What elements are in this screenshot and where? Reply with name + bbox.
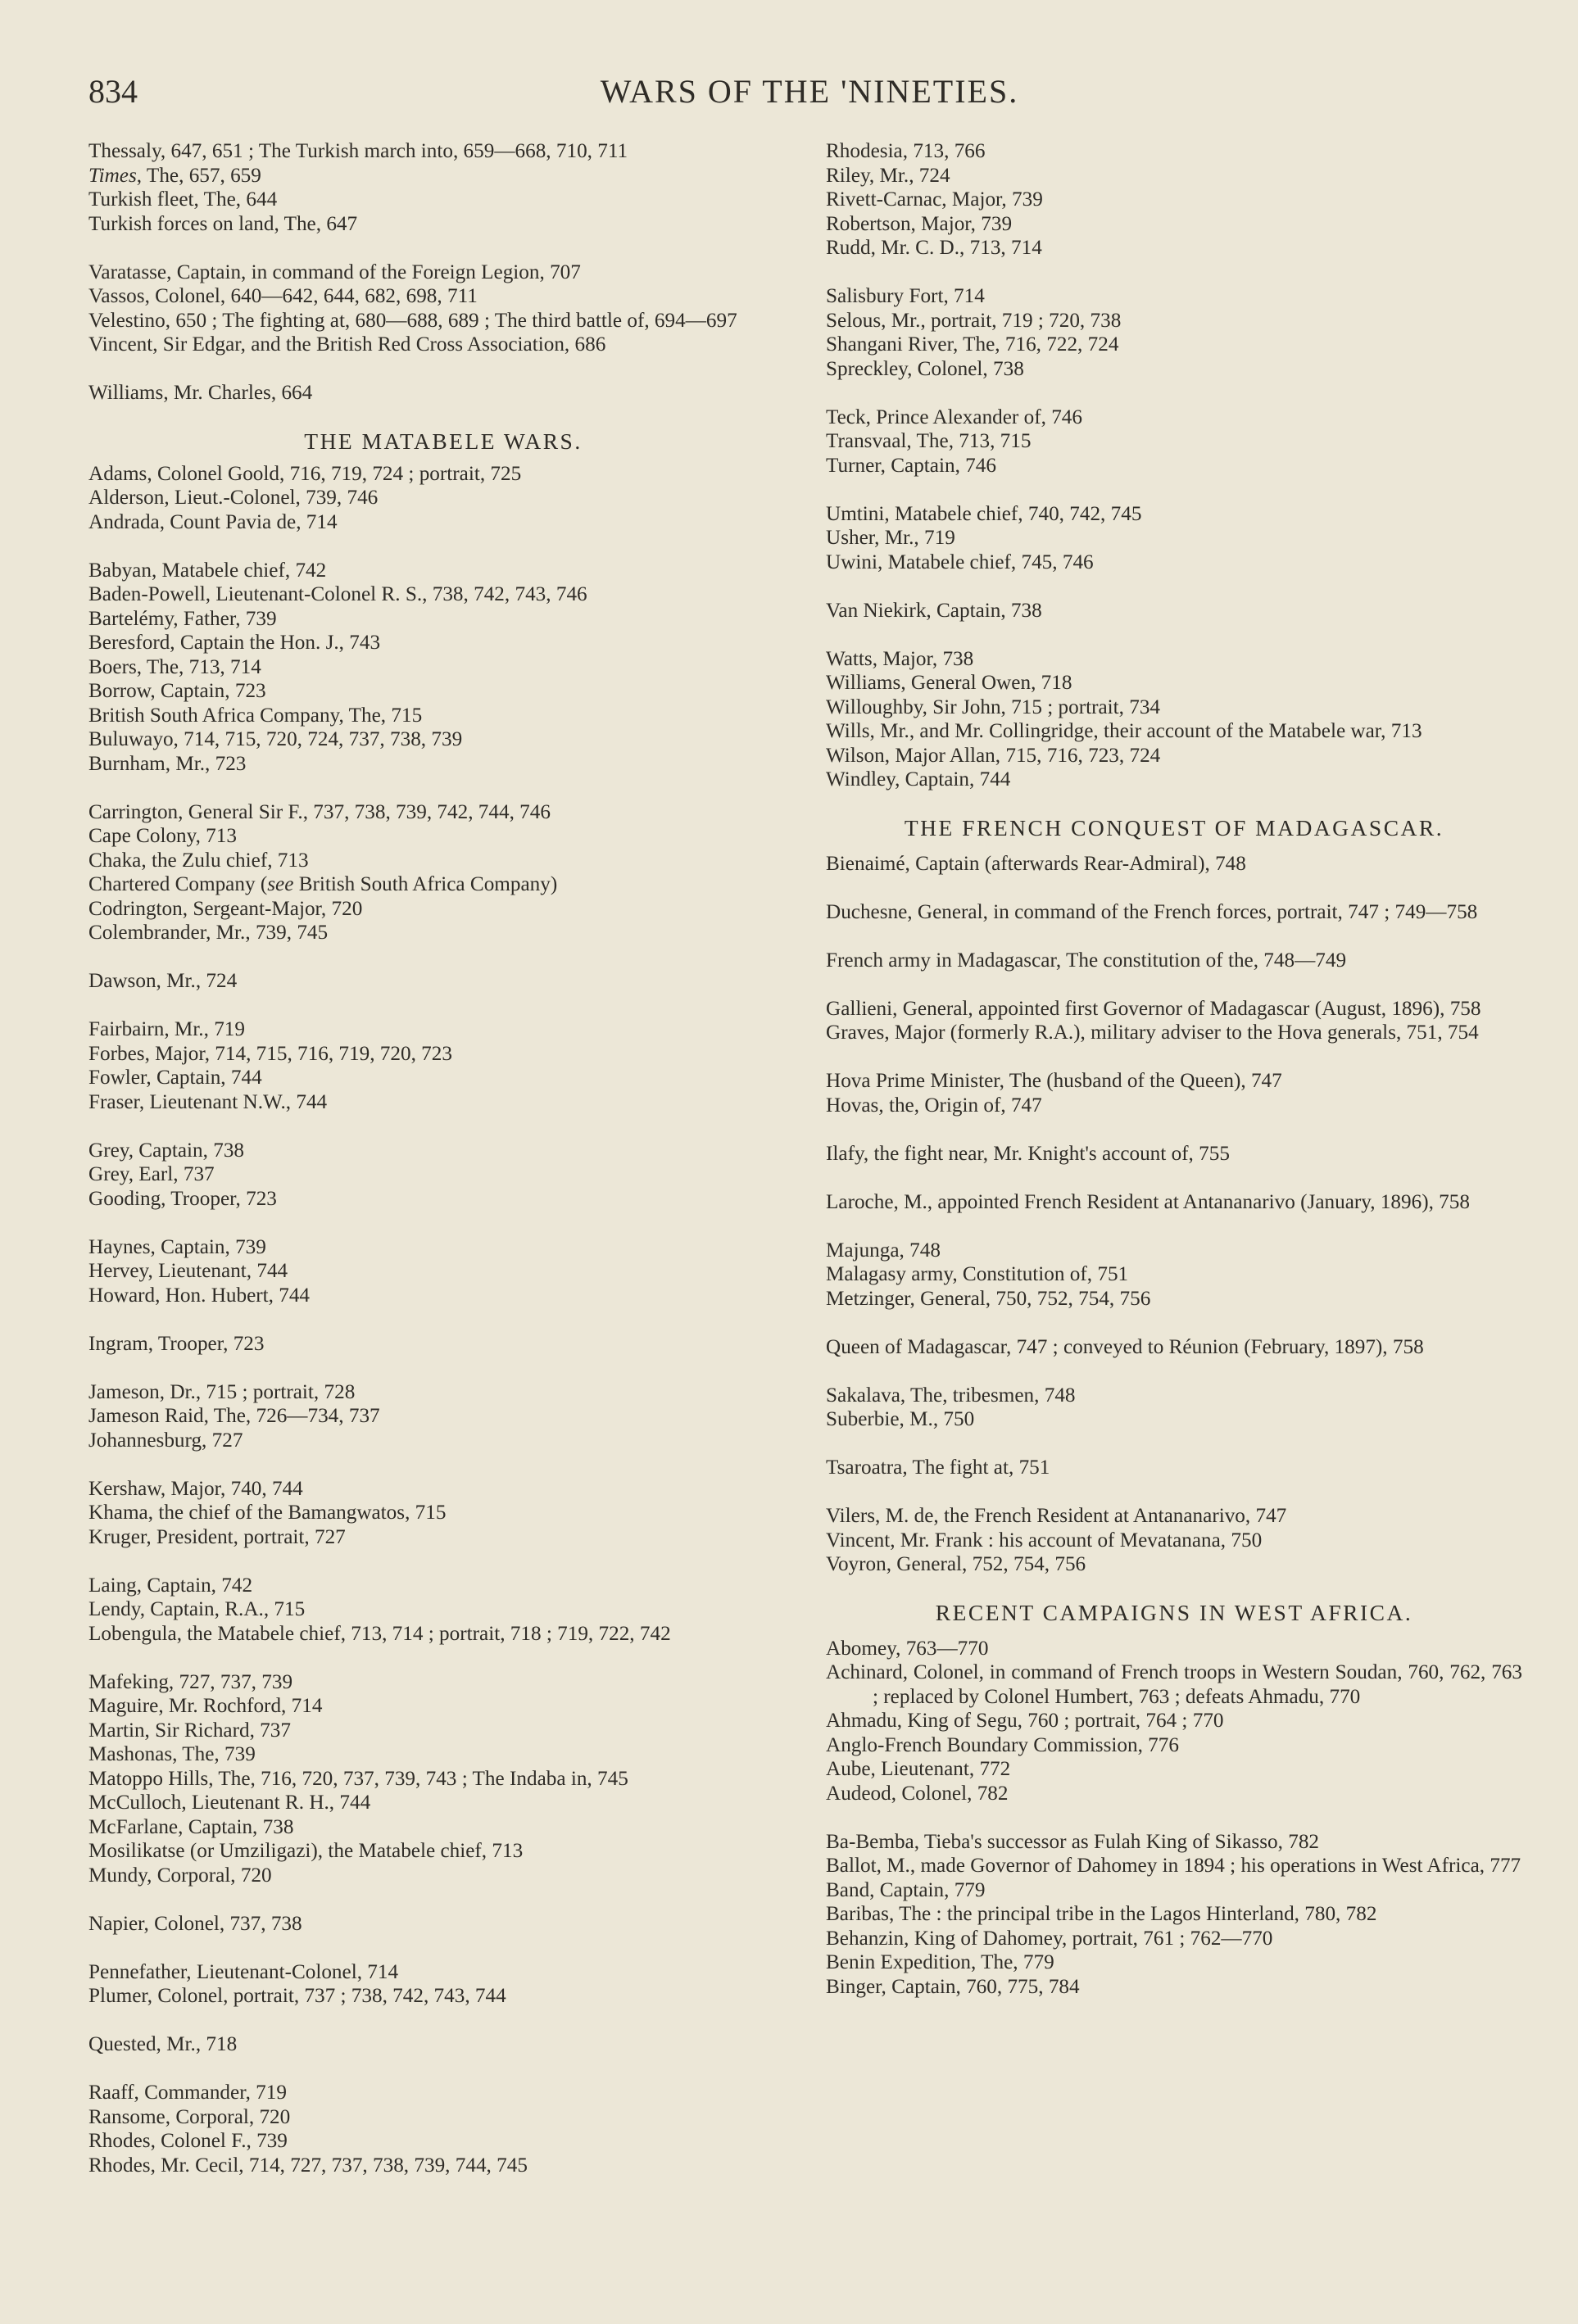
index-entry: Hovas, the, Origin of, 747	[826, 1094, 1042, 1117]
index-entry: Chaka, the Zulu chief, 713	[88, 849, 309, 872]
index-letter-group	[88, 1477, 798, 1550]
index-entry: Plumer, Colonel, portrait, 737 ; 738, 742, 743, 744	[88, 1985, 506, 2007]
index-entry: Fraser, Lieutenant N.W., 744	[88, 1090, 328, 1113]
index-entry: Voyron, General, 752, 754, 756	[826, 1553, 1086, 1575]
index-entry: Johannesburg, 727	[88, 1429, 243, 1452]
index-letter-group	[88, 2081, 798, 2177]
index-entry: Mashonas, The, 739	[88, 1743, 256, 1765]
index-entry: Riley, Mr., 724	[826, 164, 950, 187]
index-entry: Mundy, Corporal, 720	[88, 1864, 272, 1887]
index-entry: Andrada, Count Pavia de, 714	[88, 510, 338, 533]
index-letter-group	[88, 1912, 798, 1937]
index-letter-group	[88, 800, 798, 945]
index-letter-group	[826, 139, 1522, 260]
index-entry: Queen of Madagascar, 747 ; conveyed to Réunion (February, 1897), 758	[826, 1335, 1424, 1358]
index-entry: Metzinger, General, 750, 752, 754, 756	[826, 1287, 1151, 1310]
index-letter-group	[88, 1332, 798, 1357]
index-entry: Gallieni, General, appointed first Governor of Madagascar (August, 1896), 758	[826, 997, 1481, 1020]
index-entry: Varatasse, Captain, in command of the Foreign Legion, 707	[88, 260, 581, 283]
index-entry: Watts, Major, 738	[826, 647, 974, 670]
index-entry: Rhodes, Colonel F., 739	[88, 2130, 288, 2152]
index-letter-group	[88, 260, 798, 357]
index-entry: Sakalava, The, tribesmen, 748	[826, 1384, 1076, 1407]
index-entry: Maguire, Mr. Rochford, 714	[88, 1695, 323, 1717]
index-letter-group	[88, 1960, 798, 2009]
index-letter-group	[88, 381, 798, 405]
index-entry: Turkish fleet, The, 644	[88, 188, 278, 211]
index-entry: Tsaroatra, The fight at, 751	[826, 1456, 1050, 1479]
index-entry: Lobengula, the Matabele chief, 713, 714 ; portrait, 718 ; 719, 722, 742	[88, 1622, 671, 1645]
index-letter-group	[826, 1384, 1522, 1432]
index-letter-group	[826, 502, 1522, 575]
index-entry: Vilers, M. de, the French Resident at Antananarivo, 747	[826, 1505, 1287, 1527]
index-entry: McCulloch, Lieutenant R. H., 744	[88, 1792, 371, 1814]
index-entry: Fowler, Captain, 744	[88, 1067, 262, 1089]
index-entry: Forbes, Major, 714, 715, 716, 719, 720, 723	[88, 1042, 452, 1065]
index-entry: Mosilikatse (or Umziligazi), the Matabele chief, 713	[88, 1840, 524, 1862]
index-entry: Ahmadu, King of Segu, 760 ; portrait, 764 ; 770	[826, 1710, 1224, 1732]
index-entry: Van Niekirk, Captain, 738	[826, 599, 1042, 622]
index-letter-group	[826, 900, 1522, 925]
index-entry: Jameson Raid, The, 726—734, 737	[88, 1405, 380, 1427]
index-letter-group	[88, 1380, 798, 1453]
index-entry: Usher, Mr., 719	[826, 527, 955, 549]
index-entry: Pennefather, Lieutenant-Colonel, 714	[88, 1960, 399, 1983]
index-letter-group	[88, 1235, 798, 1308]
index-entry: Rudd, Mr. C. D., 713, 714	[826, 237, 1042, 259]
index-entry: Kruger, President, portrait, 727	[88, 1525, 346, 1548]
index-entry: Turner, Captain, 746	[826, 454, 996, 477]
index-entry: Ransome, Corporal, 720	[88, 2105, 291, 2128]
page-header	[88, 72, 1530, 121]
index-entry: Achinard, Colonel, in command of French troops in Western Soudan, 760, 762, 763 ; replaced by Colonel Humbert, 763 ; defeats Ahmadu, 770	[826, 1661, 1522, 1708]
index-entry: Raaff, Commander, 719	[88, 2082, 287, 2104]
index-entry: Ballot, M., made Governor of Dahomey in 1894 ; his operations in West Africa, 777	[826, 1855, 1521, 1877]
index-entry: Turkish forces on land, The, 647	[88, 212, 358, 235]
index-letter-group	[88, 969, 798, 994]
index-entry: Colembrander, Mr., 739, 745	[88, 922, 329, 944]
index-entry: Baden-Powell, Lieutenant-Colonel R. S., 738, 742, 743, 746	[88, 583, 587, 605]
index-entry: Lendy, Captain, R.A., 715	[88, 1598, 306, 1620]
index-entry: Spreckley, Colonel, 738	[826, 357, 1024, 380]
index-entry: Wills, Mr., and Mr. Collingridge, their account of the Matabele war, 713	[826, 720, 1422, 742]
index-entry: Benin Expedition, The, 779	[826, 1951, 1054, 1973]
index-letter-group	[88, 1139, 798, 1212]
index-entry: Abomey, 763—770	[826, 1637, 989, 1660]
index-letter-group	[826, 405, 1522, 478]
index-entry: Rhodes, Mr. Cecil, 714, 727, 737, 738, 739, 744, 745	[88, 2154, 528, 2177]
section-heading: THE MATABELE WARS.	[304, 428, 583, 454]
index-entry: Burnham, Mr., 723	[88, 752, 247, 775]
index-entry: Graves, Major (formerly R.A.), military adviser to the Hova generals, 751, 754	[826, 1022, 1479, 1044]
page-number: 834	[88, 73, 138, 110]
index-entry: Napier, Colonel, 737, 738	[88, 1912, 302, 1935]
index-entry: Gooding, Trooper, 723	[88, 1187, 277, 1210]
index-entry: Mafeking, 727, 737, 739	[88, 1670, 293, 1693]
index-entry: Velestino, 650 ; The fighting at, 680—688, 689 ; The third battle of, 694—697	[88, 309, 737, 332]
index-letter-group	[826, 1142, 1522, 1167]
index-letter-group	[826, 1637, 1522, 1806]
index-entry: Kershaw, Major, 740, 744	[88, 1477, 303, 1500]
index-entry: Uwini, Matabele chief, 745, 746	[826, 550, 1094, 573]
index-entry: Grey, Captain, 738	[88, 1139, 245, 1162]
index-letter-group	[826, 1335, 1522, 1360]
index-entry: Willoughby, Sir John, 715 ; portrait, 734	[826, 695, 1161, 718]
index-entry: Rhodesia, 713, 766	[826, 140, 986, 162]
index-letter-group	[826, 1504, 1522, 1577]
index-letter-group	[88, 559, 798, 777]
index-entry: Ilafy, the fight near, Mr. Knight's account of, 755	[826, 1142, 1230, 1165]
index-letter-group	[826, 1069, 1522, 1117]
index-entry: Hervey, Lieutenant, 744	[88, 1260, 288, 1282]
index-entry: Duchesne, General, in command of the French forces, portrait, 747 ; 749—758	[826, 900, 1478, 923]
section-heading: RECENT CAMPAIGNS IN WEST AFRICA.	[935, 1600, 1413, 1625]
index-entry: Vincent, Sir Edgar, and the British Red Cross Association, 686	[88, 333, 606, 356]
index-entry: Times, The, 657, 659	[88, 164, 261, 187]
index-letter-group	[826, 997, 1522, 1045]
index-column-left	[88, 139, 798, 2202]
index-entry: Quested, Mr., 718	[88, 2033, 238, 2055]
index-entry: Selous, Mr., portrait, 719 ; 720, 738	[826, 309, 1122, 332]
index-entry: Malagasy army, Constitution of, 751	[826, 1263, 1129, 1285]
index-letter-group	[88, 1574, 798, 1647]
index-entry: Majunga, 748	[826, 1239, 941, 1262]
index-entry: French army in Madagascar, The constitution of the, 748—749	[826, 949, 1347, 972]
index-entry: Fairbairn, Mr., 719	[88, 1018, 245, 1040]
index-entry: Martin, Sir Richard, 737	[88, 1719, 291, 1742]
index-entry: Thessaly, 647, 651 ; The Turkish march into, 659—668, 710, 711	[88, 140, 628, 162]
index-entry: Aube, Lieutenant, 772	[826, 1758, 1011, 1780]
running-title: WARS OF THE 'NINETIES.	[600, 73, 1019, 110]
index-entry: Carrington, General Sir F., 737, 738, 739, 742, 744, 746	[88, 800, 551, 823]
index-entry: Laing, Captain, 742	[88, 1574, 253, 1597]
index-entry: Matoppo Hills, The, 716, 720, 737, 739, 743 ; The Indaba in, 745	[88, 1767, 628, 1790]
index-letter-group	[88, 139, 798, 236]
index-entry: Ba-Bemba, Tieba's successor as Fulah King of Sikasso, 782	[826, 1830, 1320, 1853]
index-letter-group	[88, 1670, 798, 1888]
index-entry: Alderson, Lieut.-Colonel, 739, 746	[88, 487, 379, 509]
index-letter-group	[826, 1456, 1522, 1480]
index-entry: Babyan, Matabele chief, 742	[88, 559, 327, 582]
index-entry: Hova Prime Minister, The (husband of the Queen), 747	[826, 1070, 1282, 1092]
index-entry: Suberbie, M., 750	[826, 1408, 975, 1430]
index-entry: Codrington, Sergeant-Major, 720	[88, 897, 363, 920]
index-entry: Vassos, Colonel, 640—642, 644, 682, 698, 711	[88, 285, 478, 307]
index-entry: Dawson, Mr., 724	[88, 970, 238, 992]
index-entry: Ingram, Trooper, 723	[88, 1332, 265, 1355]
index-entry: Borrow, Captain, 723	[88, 680, 266, 702]
index-entry: Grey, Earl, 737	[88, 1163, 215, 1185]
index-entry: Robertson, Major, 739	[826, 212, 1013, 235]
index-entry: Chartered Company (see British South Africa Company)	[88, 873, 558, 895]
index-entry: Beresford, Captain the Hon. J., 743	[88, 632, 381, 654]
index-entry: Umtini, Matabele chief, 740, 742, 745	[826, 502, 1142, 525]
index-entry: Adams, Colonel Goold, 716, 719, 724 ; portrait, 725	[88, 462, 522, 485]
index-entry: Haynes, Captain, 739	[88, 1235, 266, 1258]
index-entry: Behanzin, King of Dahomey, portrait, 761 ; 762—770	[826, 1927, 1273, 1950]
index-entry: British South Africa Company, The, 715	[88, 704, 423, 727]
section-heading: THE FRENCH CONQUEST OF MADAGASCAR.	[904, 815, 1444, 840]
index-entry: Audeod, Colonel, 782	[826, 1782, 1009, 1805]
index-letter-group	[826, 1239, 1522, 1311]
index-entry: Bartelémy, Father, 739	[88, 607, 277, 630]
index-entry: Baribas, The : the principal tribe in the Lagos Hinterland, 780, 782	[826, 1903, 1377, 1925]
index-letter-group	[826, 599, 1522, 623]
index-entry: Jameson, Dr., 715 ; portrait, 728	[88, 1380, 356, 1403]
index-entry: McFarlane, Captain, 738	[88, 1815, 294, 1838]
index-entry: Williams, Mr. Charles, 664	[88, 382, 313, 404]
index-entry: Teck, Prince Alexander of, 746	[826, 405, 1082, 428]
index-entry: Transvaal, The, 713, 715	[826, 430, 1032, 452]
index-entry: Rivett-Carnac, Major, 739	[826, 188, 1043, 211]
index-letter-group	[826, 647, 1522, 792]
index-letter-group	[826, 1830, 1522, 2000]
index-entry: Williams, General Owen, 718	[826, 672, 1072, 694]
index-entry: Salisbury Fort, 714	[826, 285, 985, 307]
index-entry: Khama, the chief of the Bamangwatos, 715	[88, 1502, 447, 1524]
index-letter-group	[88, 1017, 798, 1114]
index-entry: Windley, Captain, 744	[826, 768, 1011, 791]
index-entry: Anglo-French Boundary Commission, 776	[826, 1733, 1179, 1756]
index-letter-group	[826, 852, 1522, 877]
index-entry: Shangani River, The, 716, 722, 724	[826, 333, 1119, 356]
index-letter-group	[826, 1190, 1522, 1215]
index-entry: Boers, The, 713, 714	[88, 655, 261, 678]
index-letter-group	[88, 2032, 798, 2057]
index-entry: Buluwayo, 714, 715, 720, 724, 737, 738, 739	[88, 728, 463, 750]
index-entry: Band, Captain, 779	[826, 1878, 986, 1901]
index-column-right	[826, 139, 1522, 2023]
index-entry: Howard, Hon. Hubert, 744	[88, 1284, 311, 1307]
index-letter-group	[826, 284, 1522, 381]
index-entry: Wilson, Major Allan, 715, 716, 723, 724	[826, 744, 1161, 767]
index-letter-group	[88, 462, 798, 535]
index-entry: Binger, Captain, 760, 775, 784	[826, 1975, 1080, 1998]
index-entry: Laroche, M., appointed French Resident at Antananarivo (January, 1896), 758	[826, 1190, 1470, 1213]
index-entry: Vincent, Mr. Frank : his account of Mevatanana, 750	[826, 1529, 1263, 1552]
index-letter-group	[826, 949, 1522, 973]
index-entry: Bienaimé, Captain (afterwards Rear-Admiral), 748	[826, 852, 1246, 875]
index-entry: Cape Colony, 713	[88, 825, 237, 847]
